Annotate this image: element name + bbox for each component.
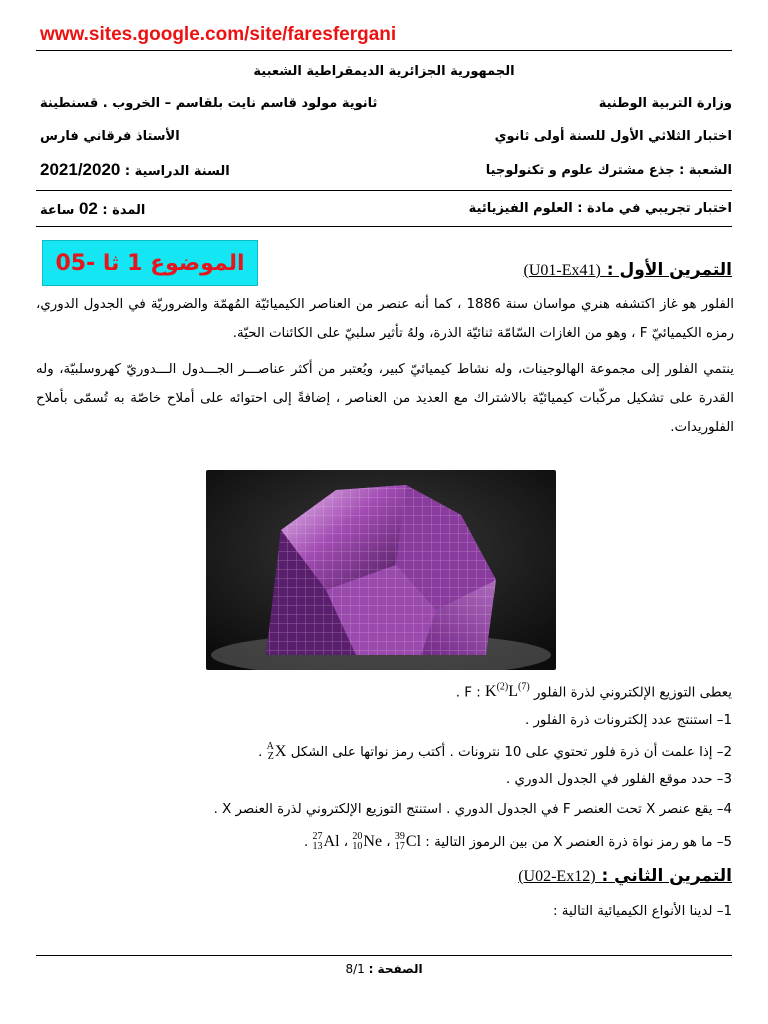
duration-value: 02	[78, 199, 98, 218]
nuclide-chlorine: 39 17 Cl	[394, 831, 422, 852]
question-1: 1– استنتج عدد إلكترونات ذرة الفلور .	[524, 713, 732, 728]
subject-divider	[36, 226, 732, 227]
nuclide-aluminium: 27 13 Al	[312, 831, 340, 852]
republic-title: الجمهورية الجزائرية الديمقراطية الشعبية	[253, 64, 515, 79]
exercise2-code: (U02-Ex12)	[518, 868, 596, 885]
page-number	[0, 962, 768, 976]
page-label: الصفحة :	[368, 962, 423, 976]
school-label: ثانوية مولود قاسم نايت بلقاسم – الخروب . قسنطينة	[40, 96, 378, 111]
topic-badge: الموضوع 1 ثا -05	[42, 240, 258, 286]
generic-nuclide-symbol: A Z X	[266, 741, 287, 762]
top-divider	[36, 50, 732, 51]
exercise1-paragraph-2: ينتمي الفلور إلى مجموعة الهالوجينات، وله نشاط كيميائيّ كبير، ويُعتبر من أكثر عناصـــر الجـــدول الـــدوريّ كهروسلبيّة، وله القدرة على تشكيل مركّبات كيميائيّة بالاشتراك مع العديد من العناصر ، إضافةً إلى احتوائه على أملاح خاصّة به تُسمّى بأملاح الفلوريدات.	[36, 362, 734, 435]
question-2: 2– إذا علمت أن ذرة فلور تحتوي على 10 نترونات . أكتب رمز نواتها على الشكل A Z X .	[258, 741, 732, 762]
branch-label: الشعبة : جذع مشترك علوم و تكنولوجيا	[485, 163, 732, 178]
exercise1-paragraph-1: الفلور هو غاز اكتشفه هنري مواسان سنة 1886 ، كما أنه عنصر من العناصر الكيميائيّة المُهمّة والضروريّة في الجدول الدوري، رمزه الكيميائيّ F ، وهو من الغازات السّامّة ثنائيّة الذرة، ولهُ تأثير سلبيّ على الكائنات الحيّة.	[36, 297, 734, 341]
ministry-label: وزارة التربية الوطنية	[598, 96, 732, 111]
site-url-link[interactable]: www.sites.google.com/site/faresfergani	[40, 24, 397, 45]
duration-label: المدة :	[102, 203, 146, 218]
exam-label: اختبار الثلاثي الأول للسنة أولى ثانوي	[494, 129, 732, 144]
teacher-label: الأستاذ فرقاني فارس	[40, 129, 180, 144]
page-value: 8/1	[345, 962, 365, 976]
exercise2-question-1: 1– لدينا الأنواع الكيميائية التالية :	[553, 904, 732, 919]
nuclide-neon: 20 10 Ne	[352, 831, 383, 852]
question-5: 5– ما هو رمز نواة ذرة العنصر X من بين الرموز التالية : 39 17 Cl ، 20 10 Ne ، 27 13 Al .	[304, 831, 732, 852]
school-year-label: السنة الدراسية :	[124, 164, 230, 179]
exercise2-title: التمرين الثاني : (U02-Ex12)	[518, 866, 732, 886]
school-year	[40, 160, 230, 180]
question-3: 3– حدد موقع الفلور في الجدول الدوري .	[505, 772, 732, 787]
header-divider	[36, 190, 732, 191]
config-formula: $K^{(2)}L^{(7)}$	[485, 682, 530, 701]
question-4: 4– يقع عنصر X تحت العنصر F في الجدول الدوري . استنتج التوزيع الإلكتروني لذرة العنصر X .	[213, 802, 732, 817]
exercise1-title: التمرين الأول : (U01-Ex41)	[523, 260, 732, 280]
exercise1-code: (U01-Ex41)	[523, 262, 601, 279]
duration	[40, 199, 145, 219]
duration-unit: ساعة	[40, 203, 75, 218]
subject-label: اختبار تجريبي في مادة : العلوم الفيزيائية	[468, 201, 732, 216]
fluorite-crystal-image	[206, 470, 556, 670]
config-line: يعطى التوزيع الإلكتروني لذرة الفلور F : $K^{(2)}L^{(7)}$ .	[455, 682, 732, 701]
footer-divider	[36, 955, 732, 956]
school-year-value: 2021/2020	[40, 160, 121, 179]
